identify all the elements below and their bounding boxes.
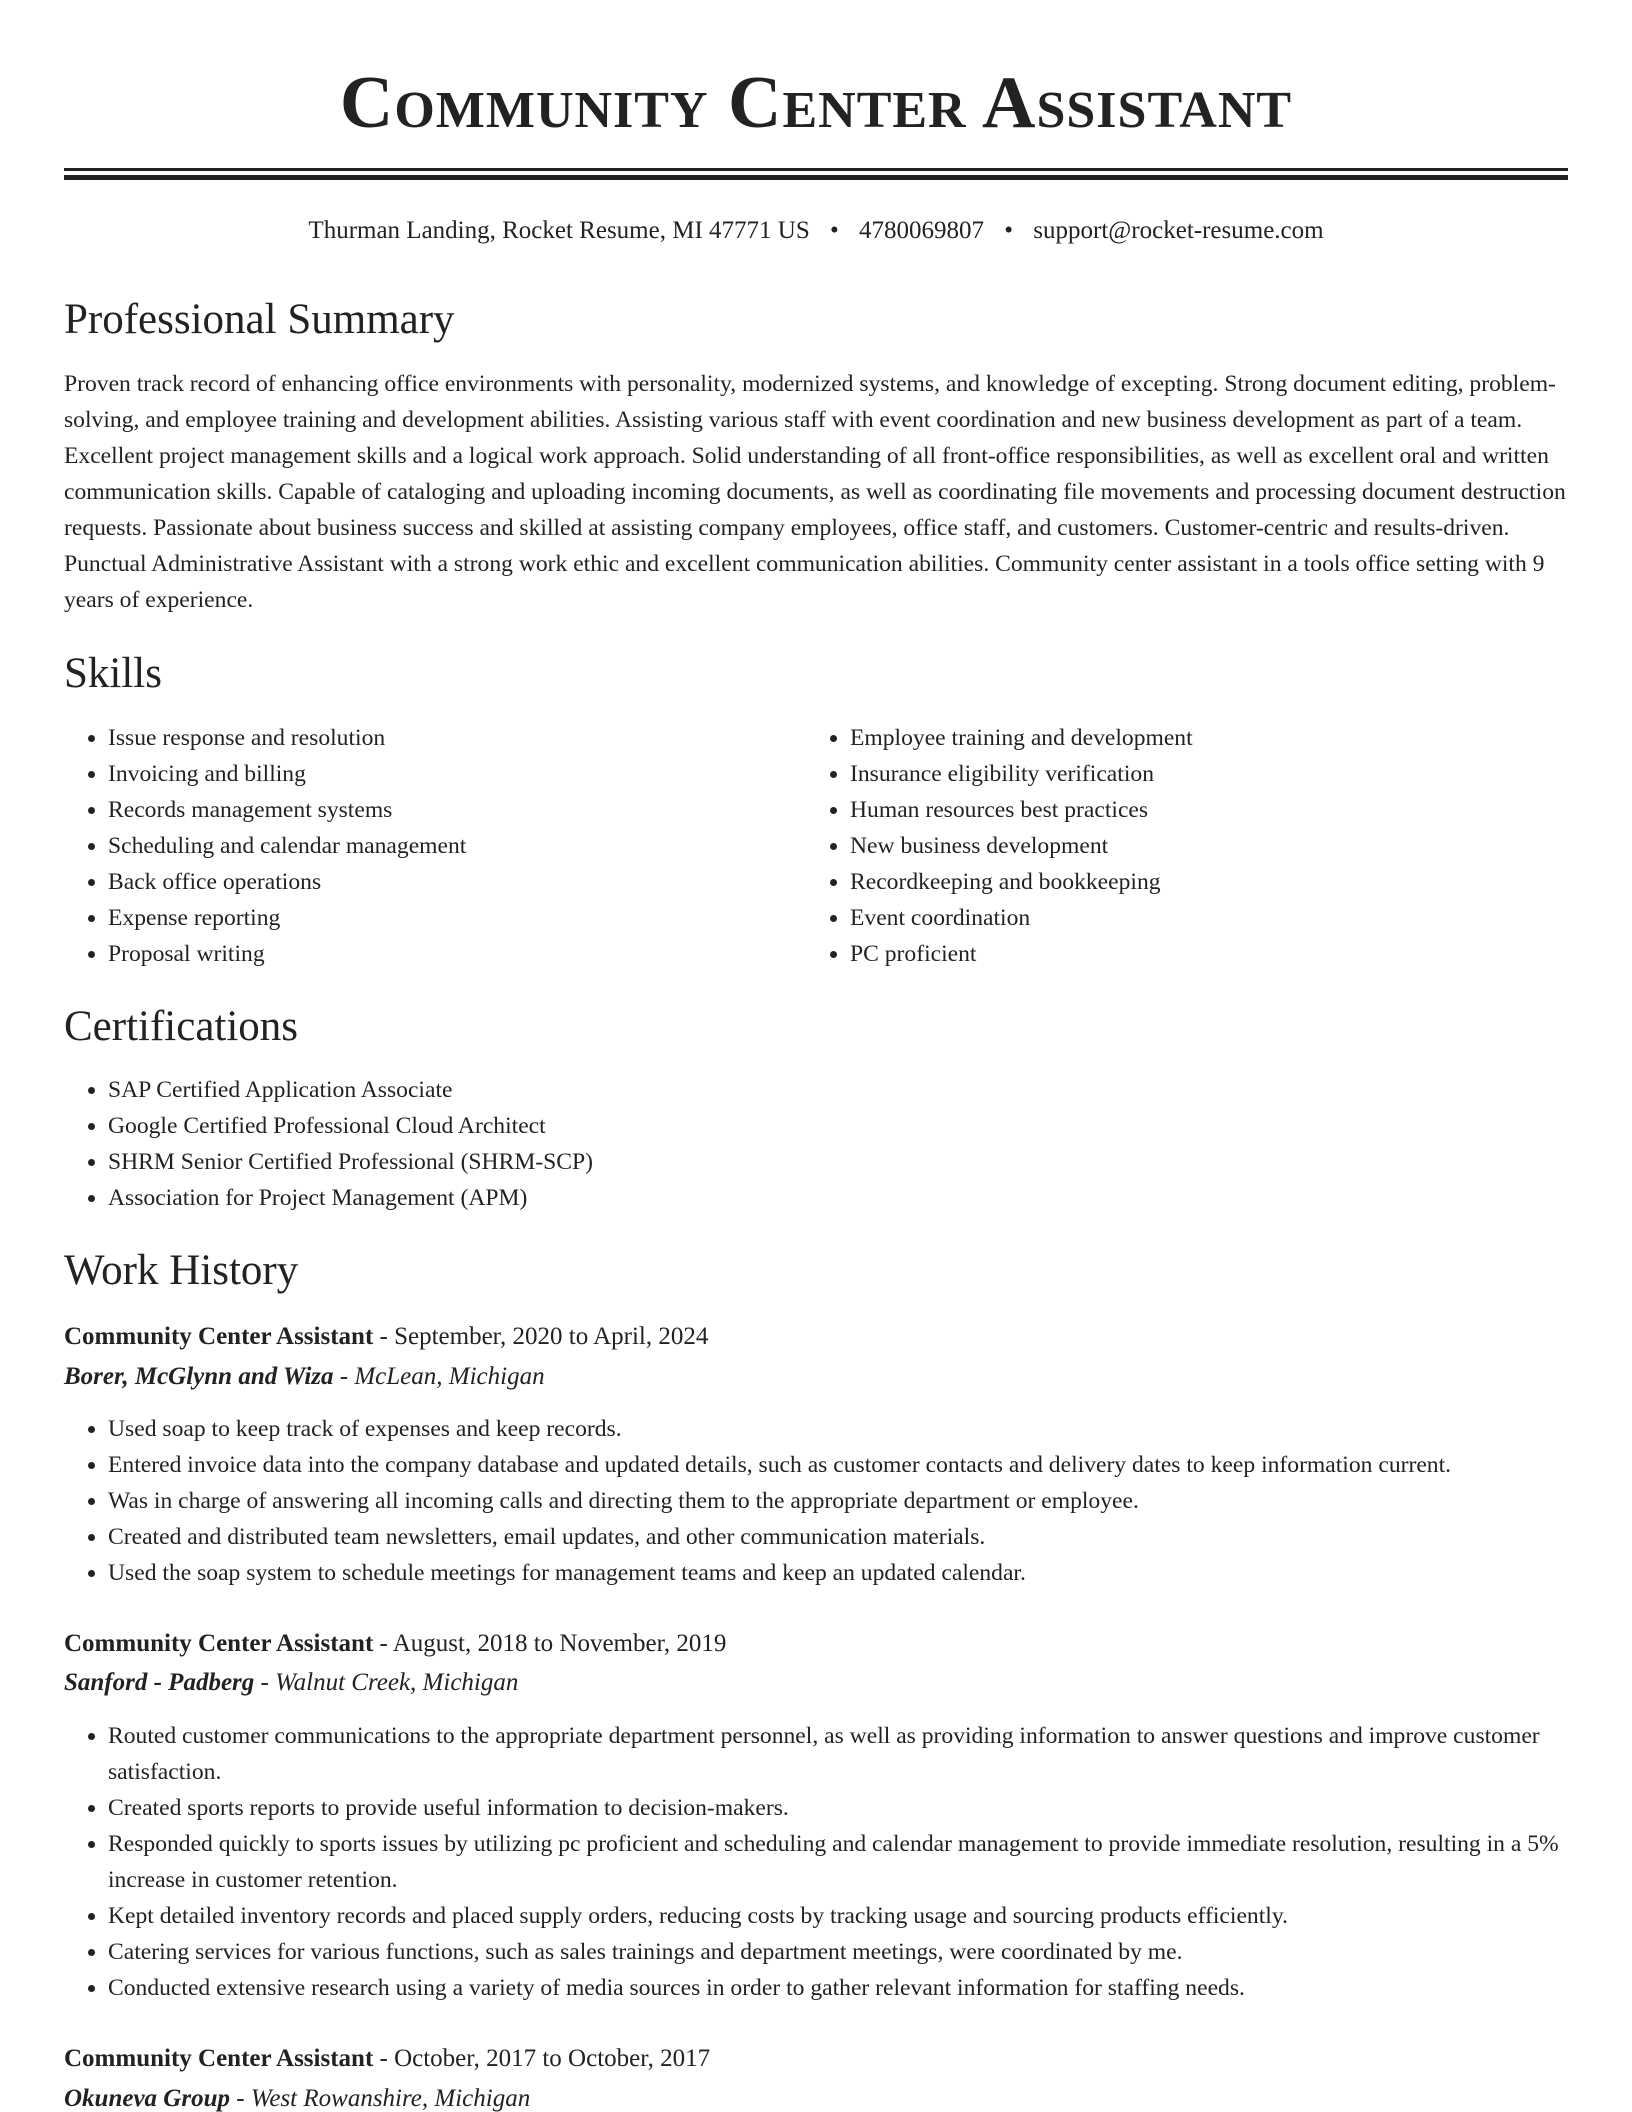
job-company: Borer, McGlynn and Wiza xyxy=(64,1363,334,1390)
contact-separator: • xyxy=(830,217,839,244)
skill-item: • Expense reporting xyxy=(108,900,828,936)
certification-item: • Association for Project Management (APM) xyxy=(108,1180,1008,1216)
job-title-line xyxy=(64,1318,1568,1356)
job-duty-item: • Entered invoice data into the company database and updated details, such as customer contacts and delivery dates to keep information current. xyxy=(108,1447,1612,1483)
job-location: - West Rowanshire, Michigan xyxy=(230,2085,531,2112)
skill-item: • Human resources best practices xyxy=(850,792,1570,828)
job-duties-list xyxy=(64,1718,1612,2006)
title-divider-top xyxy=(64,168,1568,171)
skills-list-right xyxy=(806,720,1570,972)
resume-title: Community Center Assistant xyxy=(339,62,1293,144)
skill-item: • Records management systems xyxy=(108,792,828,828)
skills-list-left xyxy=(64,720,828,972)
contact-line xyxy=(64,213,1568,249)
job-duty-item: • Catering services for various functions, such as sales trainings and department meetings, were coordinated by me. xyxy=(108,1934,1612,1970)
skills-heading: Skills xyxy=(64,650,162,697)
job-title-line xyxy=(64,1625,1568,1663)
job-duty-item: • Responded quickly to sports issues by utilizing pc proficient and scheduling and calendar management to provide immediate resolution, resulting in a 5% increase in customer retention. xyxy=(108,1826,1612,1898)
certification-item: • SAP Certified Application Associate xyxy=(108,1072,1008,1108)
skill-item: • Insurance eligibility verification xyxy=(850,756,1570,792)
skill-item: • New business development xyxy=(850,828,1570,864)
job-duty-item: • Conducted extensive research using a variety of media sources in order to gather relevant information for staffing needs. xyxy=(108,1970,1612,2006)
job-role: Community Center Assistant xyxy=(64,1323,374,1350)
job-role: Community Center Assistant xyxy=(64,1630,374,1657)
skill-item: • Invoicing and billing xyxy=(108,756,828,792)
resume-header xyxy=(64,58,1568,148)
skill-item: • Scheduling and calendar management xyxy=(108,828,828,864)
contact-email: support@rocket-resume.com xyxy=(1033,217,1324,244)
job-location: - Walnut Creek, Michigan xyxy=(254,1669,519,1696)
job-duty-item: • Used soap to keep track of expenses and keep records. xyxy=(108,1411,1612,1447)
skill-item: • Event coordination xyxy=(850,900,1570,936)
certification-item: • Google Certified Professional Cloud Architect xyxy=(108,1108,1008,1144)
job-company-line xyxy=(64,2080,1568,2112)
summary-heading: Professional Summary xyxy=(64,296,455,343)
skill-item: • Issue response and resolution xyxy=(108,720,828,756)
certifications-list xyxy=(64,1072,1008,1216)
job-duty-item: • Created and distributed team newsletters, email updates, and other communication materials. xyxy=(108,1519,1612,1555)
job-title-line xyxy=(64,2040,1568,2078)
skill-item: • PC proficient xyxy=(850,936,1570,972)
title-divider-bottom xyxy=(64,175,1568,180)
skill-item: • Back office operations xyxy=(108,864,828,900)
work-history-heading: Work History xyxy=(64,1247,299,1294)
certification-item: • SHRM Senior Certified Professional (SHRM-SCP) xyxy=(108,1144,1008,1180)
job-company: Sanford - Padberg xyxy=(64,1669,255,1696)
job-duty-item: • Kept detailed inventory records and placed supply orders, reducing costs by tracking usage and sourcing products efficiently. xyxy=(108,1898,1612,1934)
job-duty-item: • Used the soap system to schedule meetings for management teams and keep an updated calendar. xyxy=(108,1555,1612,1591)
certifications-heading: Certifications xyxy=(64,1003,299,1050)
job-company-line xyxy=(64,1358,1568,1396)
contact-separator: • xyxy=(1004,217,1014,244)
job-dates: - August, 2018 to November, 2019 xyxy=(373,1630,727,1657)
skill-item: • Recordkeeping and bookkeeping xyxy=(850,864,1570,900)
contact-phone: 4780069807 xyxy=(859,217,985,244)
job-duty-item: • Routed customer communications to the appropriate department personnel, as well as providing information to answer questions and improve customer satisfaction. xyxy=(108,1718,1612,1790)
skill-item: • Employee training and development xyxy=(850,720,1570,756)
job-duty-item: • Created sports reports to provide useful information to decision-makers. xyxy=(108,1790,1612,1826)
job-role: Community Center Assistant xyxy=(64,2045,374,2072)
job-company-line xyxy=(64,1664,1568,1702)
summary-text: Proven track record of enhancing office environments with personality, modernized systems, and knowledge of excepting. Strong document editing, problem-solving, and employee training and development abilities. Assisting various staff with event coordination and new business development as part of a team. Excellent project management skills and a logical work approach. Solid understanding of all front-office responsibilities, as well as excellent oral and written communication skills. Capable of cataloging and uploading incoming documents, as well as coordinating file movements and processing document destruction requests. Passionate about business success and skilled at assisting company employees, office staff, and customers. Customer-centric and results-driven. Punctual Administrative Assistant with a strong work ethic and excellent communication abilities. Community center assistant in a tools office setting with 9 years of experience. xyxy=(64,371,1566,613)
job-dates: - October, 2017 to October, 2017 xyxy=(373,2045,711,2072)
job-duty-item: • Was in charge of answering all incoming calls and directing them to the appropriate department or employee. xyxy=(108,1483,1612,1519)
skill-item: • Proposal writing xyxy=(108,936,828,972)
job-duties-list xyxy=(64,1411,1612,1591)
contact-address: Thurman Landing, Rocket Resume, MI 47771 US xyxy=(308,217,810,244)
job-company: Okuneva Group xyxy=(64,2085,230,2112)
job-dates: - September, 2020 to April, 2024 xyxy=(373,1323,709,1350)
job-location: - McLean, Michigan xyxy=(333,1363,545,1390)
